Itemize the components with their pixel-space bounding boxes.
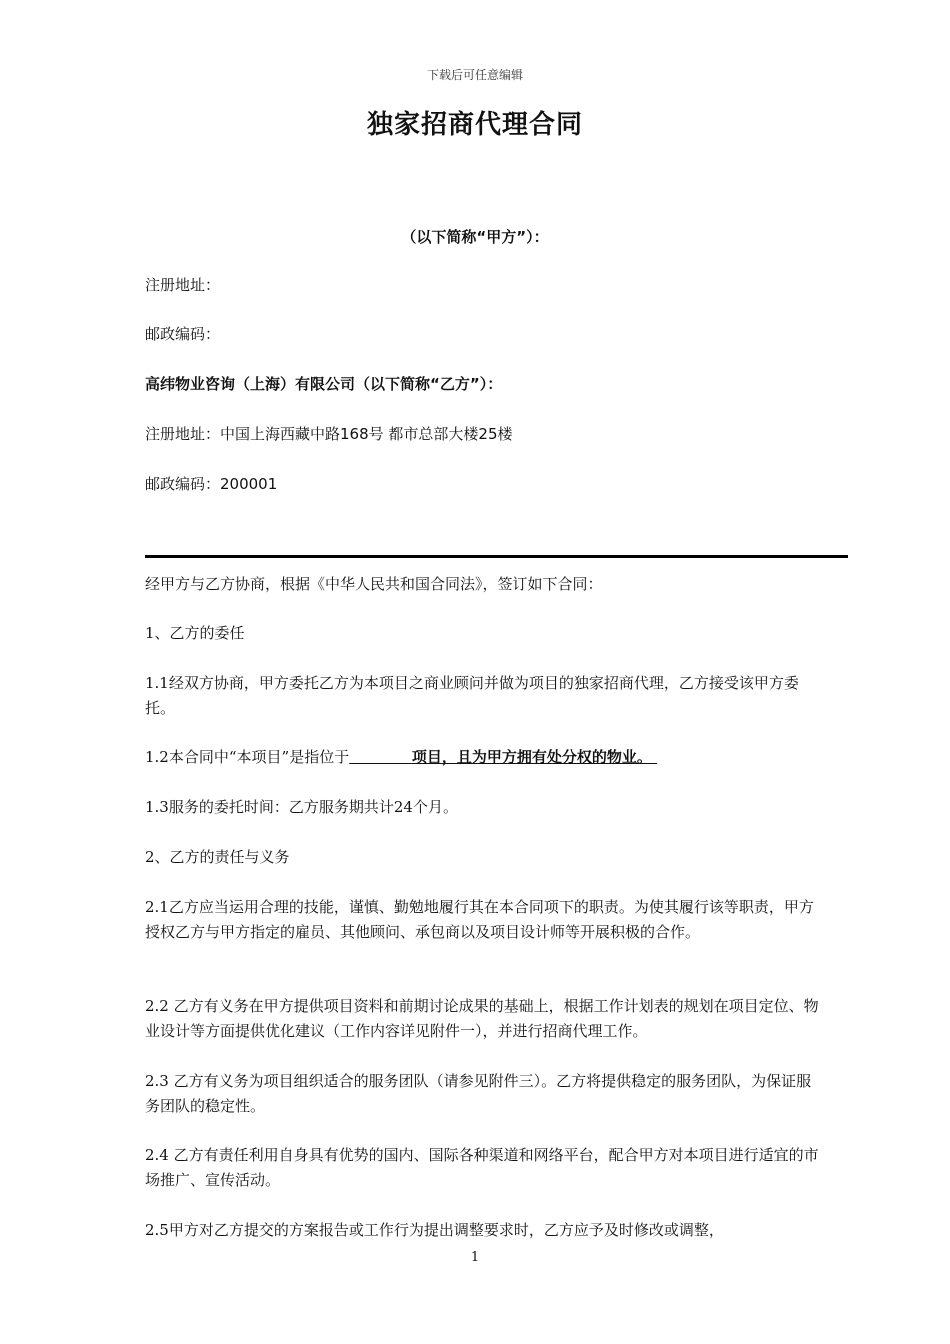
clause-2-4: 2.4 乙方有责任利用自身具有优势的国内、国际各种渠道和网络平台，配合甲方对本项目进行适宜的市场推广、宣传活动。 bbox=[145, 1146, 819, 1189]
page-number: 1 bbox=[470, 1250, 480, 1265]
clause-1-2-trailing-space bbox=[652, 748, 657, 766]
clause-2-2: 2.2 乙方有义务在甲方提供项目资料和前期讨论成果的基础上，根据工作计划表的规划在项目定位、物业设计等方面提供优化建议（工作内容详见附件一），并进行招商代理工作。 bbox=[145, 997, 819, 1040]
clause-1-2-underlined: 项目，且为甲方拥有处分权的物业。 bbox=[411, 748, 652, 766]
clause-1-3: 1.3服务的委托时间：乙方服务期共计24个月。 bbox=[145, 798, 458, 816]
clause-2-1: 2.1乙方应当运用合理的技能，谨慎、勤勉地履行其在本合同项下的职责。为使其履行该等职责，甲方授权乙方与甲方指定的雇员、其他顾问、承包商以及项目设计师等开展积极的合作。 bbox=[145, 898, 814, 941]
section-divider bbox=[145, 555, 848, 558]
contract-intro: 经甲方与乙方协商，根据《中华人民共和国合同法》，签订如下合同： bbox=[145, 575, 603, 593]
section-2-title: 2、乙方的责任与义务 bbox=[145, 848, 290, 866]
header-note: 下载后可任意编辑 bbox=[426, 68, 523, 82]
clause-2-5: 2.5甲方对乙方提交的方案报告或工作行为提出调整要求时，乙方应予及时修改或调整， bbox=[145, 1221, 724, 1239]
party-b-heading: 高纬物业咨询（上海）有限公司（以下简称“乙方”）： bbox=[145, 375, 503, 393]
clause-1-2 bbox=[145, 745, 820, 770]
document-title: 独家招商代理合同 bbox=[366, 110, 583, 140]
section-1-title: 1、乙方的委任 bbox=[145, 624, 245, 642]
party-a-postcode: 邮政编码： bbox=[145, 325, 221, 343]
clause-2-3: 2.3 乙方有义务为项目组织适合的服务团队（请参见附件三）。乙方将提供稳定的服务团队，为保证服务团队的稳定性。 bbox=[145, 1072, 812, 1115]
clause-1-2-text: 1.2本合同中“本项目”是指位于 bbox=[145, 748, 350, 766]
party-b-postcode: 邮政编码：200001 bbox=[145, 475, 278, 493]
party-a-address: 注册地址： bbox=[145, 276, 221, 294]
party-b-address: 注册地址：中国上海西藏中路168号 都市总部大楼25楼 bbox=[145, 425, 513, 443]
clause-1-1: 1.1经双方协商，甲方委托乙方为本项目之商业顾问并做为项目的独家招商代理，乙方接受该甲方委托。 bbox=[145, 674, 799, 717]
clause-1-2-blank bbox=[349, 748, 412, 766]
party-a-heading: （以下简称“甲方”）： bbox=[401, 228, 549, 246]
